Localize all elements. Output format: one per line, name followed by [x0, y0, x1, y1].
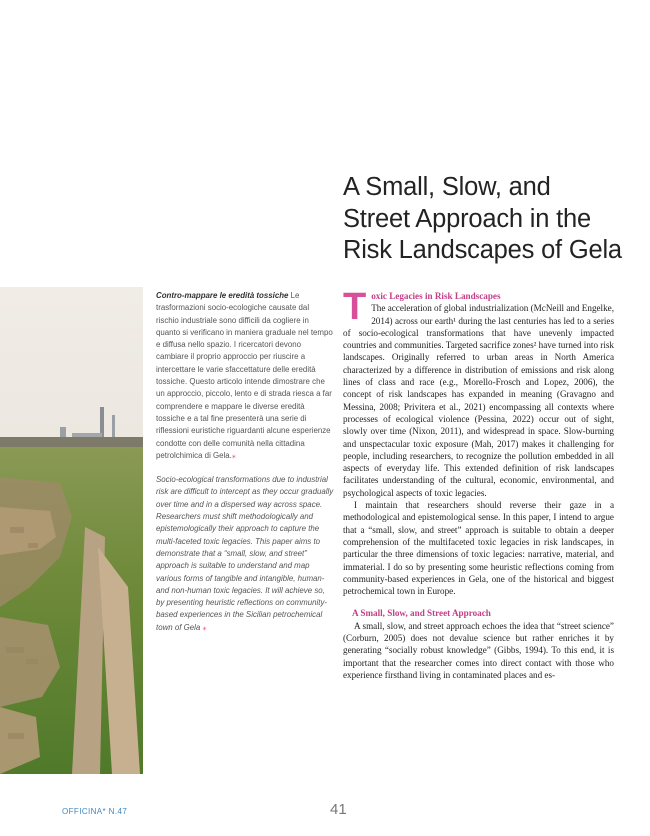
- paragraph-1: The acceleration of global industrialization (McNeill and Engelke, 2014) across our earth¹ during the last centuries has led to a series of socio-ecological transformations that have unevenly impacted countries and communities. Targeted sacrifice zones² have turned into risk landscapes. Originally referred to urban areas in North America characterized by a difference in distribution of emissions and risk along lines of class and race (e.g., Morello-Frosch and Lopez, 2006), the concept of risk landscapes has expanded in meaning (Gravagno and Messina, 2008; Privitera et al., 2021) encompassing all contexts where processes of ecological violence (Pessina, 2022) occur out of sight, slowly over time (Nixon, 2011), and widespread in space. Slow-burning and unspectacular toxic exposure (Mah, 2017) makes it challenging for people, including researchers, to recognize the pollution embedded in all aspects of everyday life. This extended definition of risk landscapes facilitates understanding of the cultural, economic, environmental, and psychological aspects of toxic legacies.: [343, 303, 614, 498]
- paragraph-2: I maintain that researchers should reverse their gaze in a methodological and epistemological sense. In this paper, I intend to argue that a “small, slow, and street” approach is suitable to obtain a deeper comprehension of the multifaceted toxic legacies in risk landscapes, in particular the three dimensions of toxic legacies: narrative, material, and immaterial. I do so by presenting some heuristic reflections coming from community-based experiences in Gela, one of the historical and biggest petrochemical town in Europe.: [343, 500, 614, 597]
- archaeological-site-photo: [0, 287, 143, 774]
- english-abstract: [156, 474, 334, 634]
- italian-abstract: [156, 290, 334, 462]
- section-heading-small-slow-street: A Small, Slow, and Street Approach: [352, 608, 491, 619]
- abstract-column: [156, 290, 334, 634]
- article-title: [343, 172, 643, 267]
- drop-cap: T: [343, 286, 367, 328]
- page-number: 41: [330, 801, 347, 818]
- journal-name: OFFICINA* N.47: [62, 807, 128, 816]
- paragraph-3: A small, slow, and street approach echoes the idea that “street science” (Corburn, 2005) does not devalue science but rather enriches it by generating “socially robust knowledge” (Gibbs, 1994). To this end, it is important that the researcher comes into direct contact with those who experience firsthand living in contaminated places and es-: [343, 620, 614, 680]
- end-mark-icon: ⁎: [231, 450, 236, 460]
- article-body: [343, 286, 614, 681]
- english-abstract-text: Socio-ecological transformations due to industrial risk are difficult to intercept as they occur gradually over time and in a dispersed way across space. Researchers must shift methodologically and epistemologically their approach to capture the multi-faceted toxic legacies. This paper aims to demonstrate that a “small, slow, and street” approach is suitable to understand and map various forms of tangible and intangible, human- and non-human toxic legacies. It will achieve so, by presenting heuristic reflections on community-based experiences in the Sicilian petrochemical town of Gela: [156, 475, 334, 632]
- end-mark-icon: ⁎: [202, 622, 207, 632]
- section-1: [343, 286, 614, 499]
- title-line-1: A Small, Slow, and: [343, 173, 551, 201]
- italian-abstract-title: Contro-mappare le eredità tossiche: [156, 291, 289, 300]
- italian-abstract-text: Le trasformazioni socio-ecologiche causate dal rischio industriale sono difficili da cogliere in quanto si verificano in maniera graduale nel tempo e diffusa nello spazio. I ricercatori devono cambiare il proprio approccio per riuscire a intercettare le varie sfaccettature delle eredità tossiche. Questo articolo intende dimostrare che un approccio, piccolo, lento e di strada riesca a far comprendere e mappare le diverse eredità tossiche e a tal fine presenterà una serie di riflessioni euristiche riguardanti alcune esperienze condotte con delle comunità nella cittadina petrolchimica di Gela.: [156, 291, 333, 460]
- section-heading-toxic-legacies: oxic Legacies in Risk Landscapes: [371, 291, 501, 301]
- title-line-2: Street Approach in the: [343, 204, 591, 233]
- title-line-3: Risk Landscapes of Gela: [343, 236, 622, 264]
